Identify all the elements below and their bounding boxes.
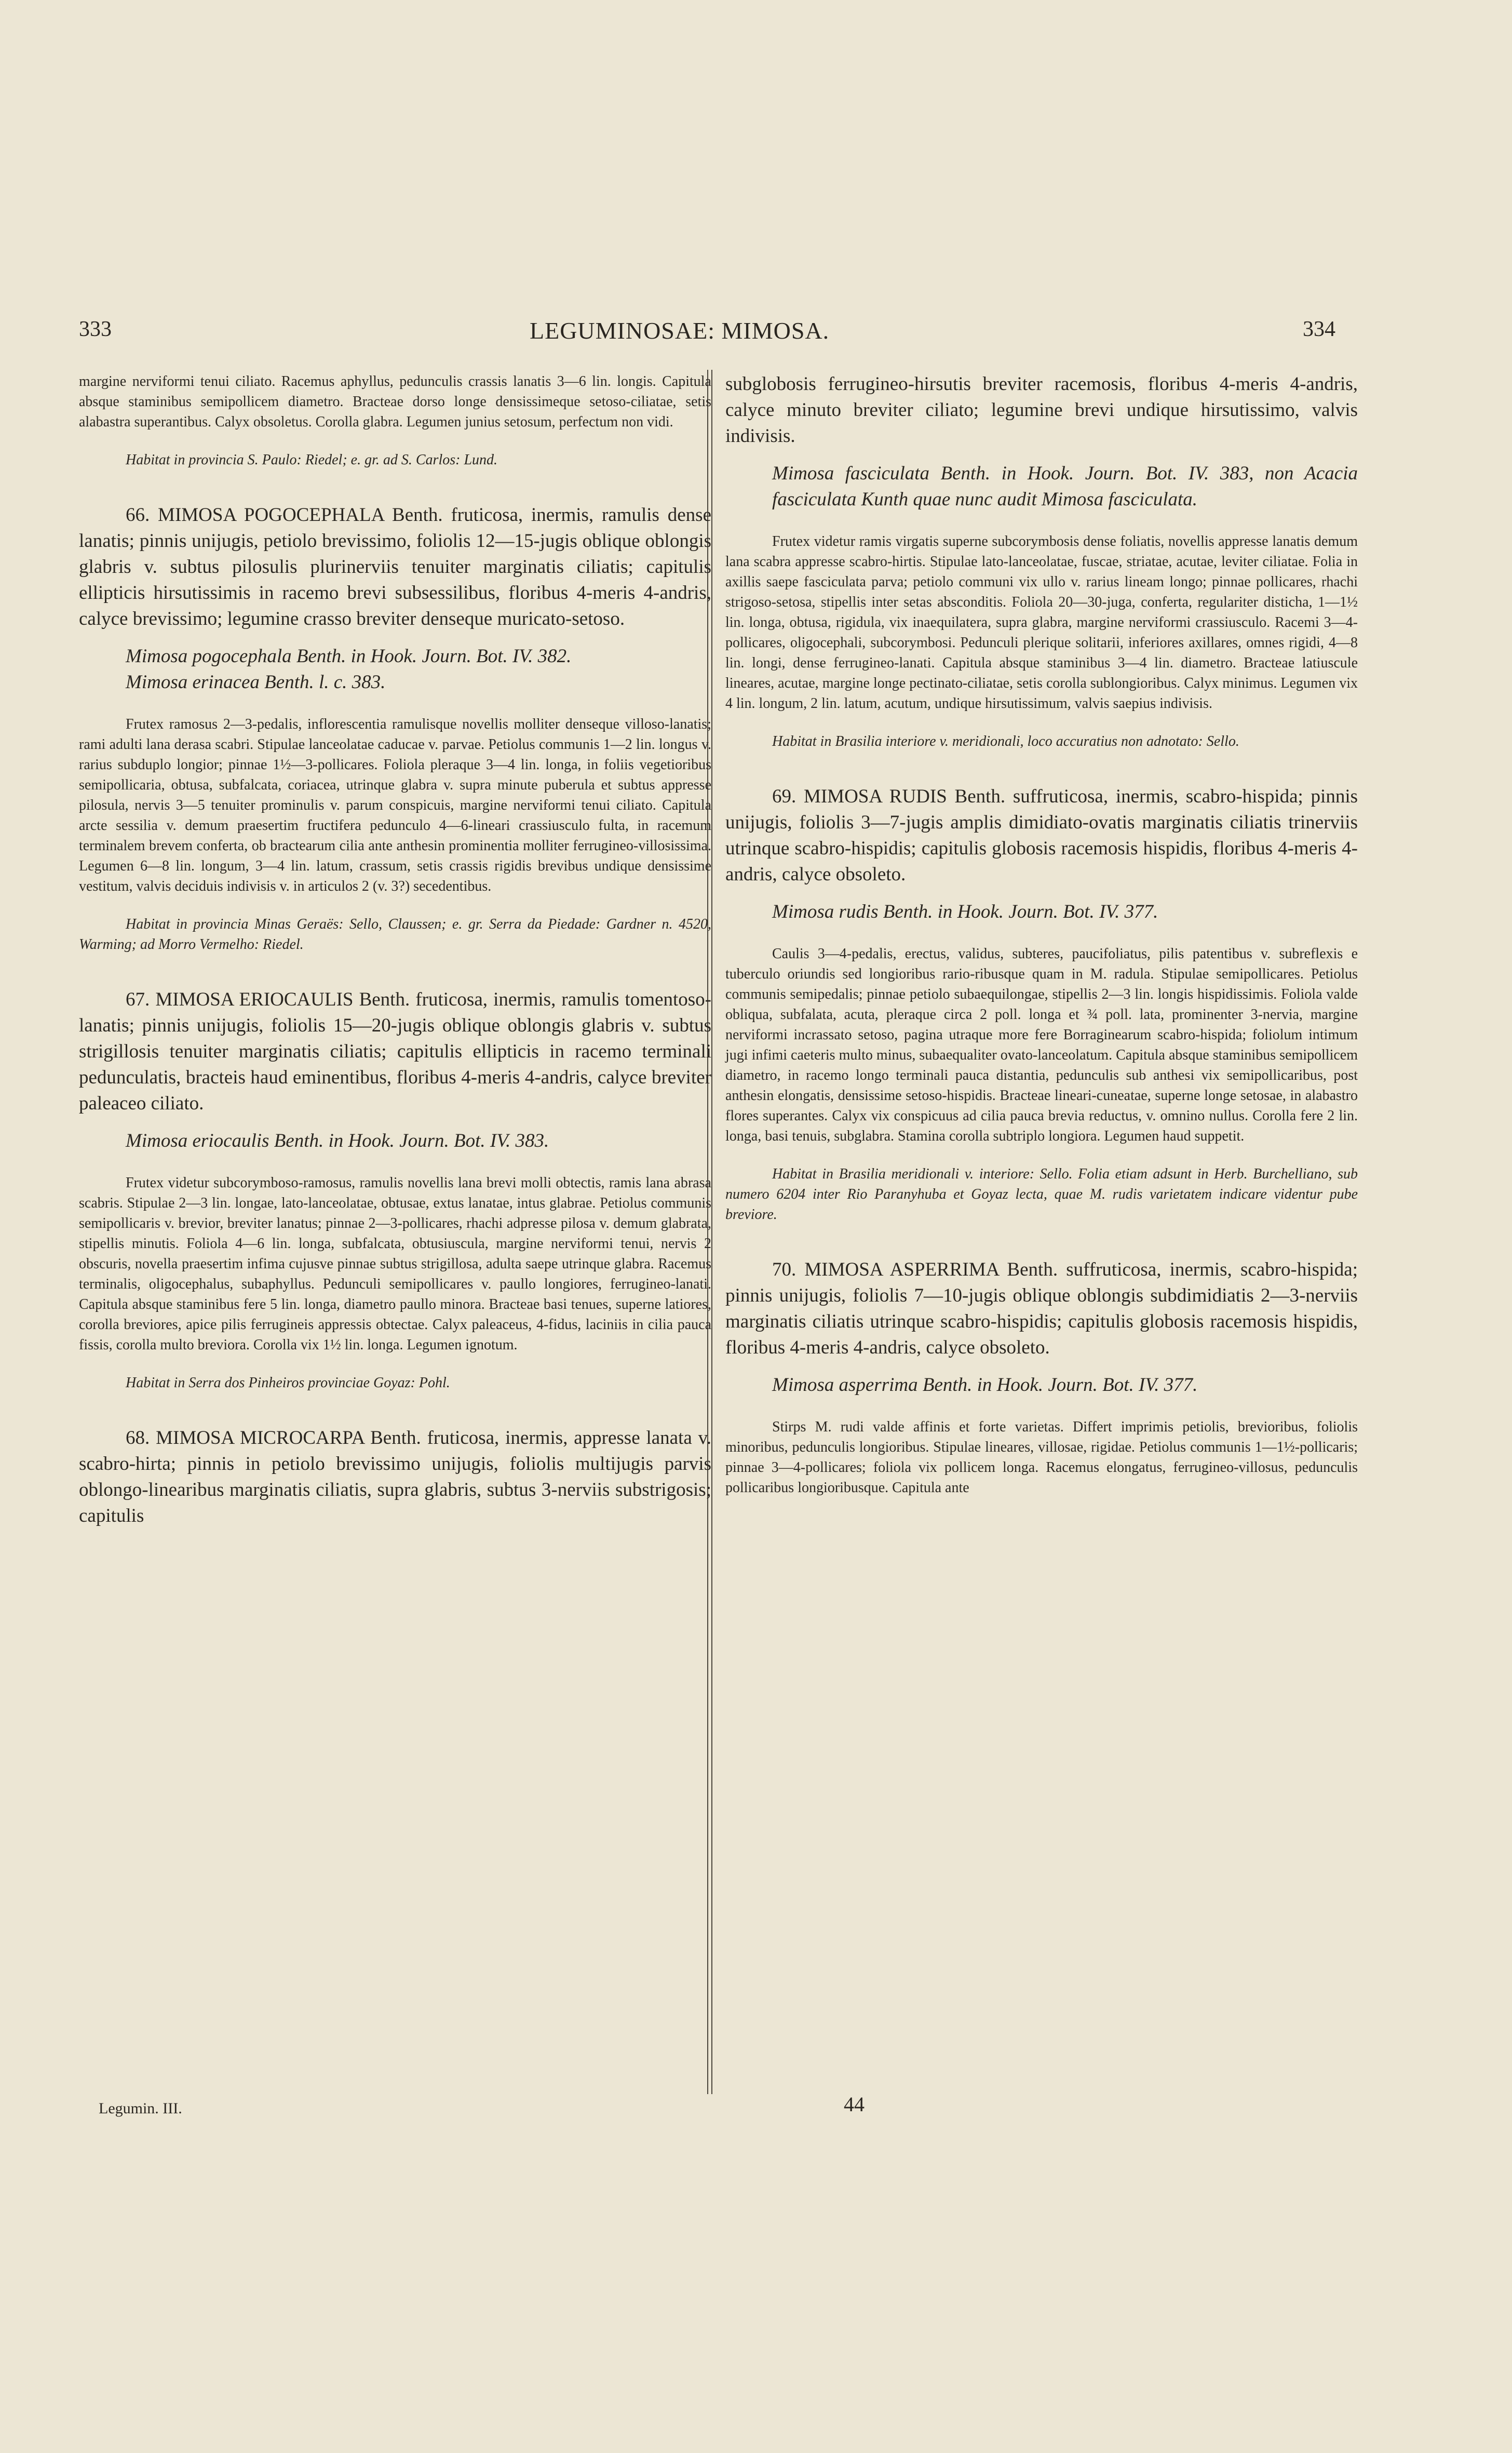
species-70-diagnosis: 70. MIMOSA ASPERRIMA Benth. suffruticosa, inermis, scabro-hispida; pinnis unijugis, foliolis 7—10-jugis oblique oblongis subdimidiatis 2—3-nerviis marginatis ciliatis utrinque scabro-hispidis; capitulis globosis racemosis hispidis, floribus 4-meris 4-andris, calyce obsoleto. — [725, 1259, 1358, 1358]
species-68-description: Frutex videtur ramis virgatis superne subcorymbosis dense foliatis, novellis appresse lanatis demum lana scabra appresse scabro-hirtis. Stipulae lato-lanceolatae, fuscae, striatae, acutae, leviter ciliatae. Folia in axillis saepe fasciculata parva; petiolo communi vix ullo v. rarius lineam longo; pinnae pollicares, rhachi strigoso-setosa, stipellis inter setas absconditis. Foliola 20—30-juga, conferta, regulariter disticha, 1—1½ lin. longa, obtusa, rigidula, vix inaequilatera, supra glabra, margine nerviformi crassiusculo. Racemi 3—4-pollicares, oligocephali, subcorymbosi. Pedunculi plerique solitarii, inferiores axillares, omnes rigidi, 4—8 lin. longi, dense ferrugineo-lanati. Capitula absque staminibus 3—4 lin. diametro. Bracteae latiuscule lineares, acutae, margine longe pectinato-ciliatae, setis corolla sublongioribus. Calyx minimus. Legumen vix 4 lin. longum, 2 lin. latum, acutum, undique hirsutissimum, valvis saepius indivisis. — [725, 533, 1358, 712]
species-68-synonym: Mimosa fasciculata Benth. in Hook. Journ. Bot. IV. 383, non Acacia fasciculata Kunth quae nunc audit Mimosa fasciculata. — [772, 463, 1358, 510]
left-page-number: 333 — [79, 317, 112, 341]
species-67-synonym: Mimosa eriocaulis Benth. in Hook. Journ. Bot. IV. 383. — [126, 1130, 549, 1151]
species-67-description: Frutex videtur subcorymboso-ramosus, ramulis novellis lana brevi molli obtectis, ramis lana abrasa scabris. Stipulae 2—3 lin. longae, lato-lanceolatae, obtusae, extus lanatae, intus glabrae. Petiolus communis semipollicaris v. brevior, breviter lanatus; pinnae 2—3-pollicares, rhachi adpresse pilosa v. demum glabrata, stipellis minutis. Foliola 4—6 lin. longa, subfalcata, obtusiuscula, margine nerviformi tenui, nervis 2 obscuris, novella praesertim infima cujusve pinnae subtus strigillosa, adulta saepe utrinque glabra. Racemus terminalis, oligocephalus, subaphyllus. Pedunculi semipollicares v. paullo longiores, ferrugineo-lanati. Capitula absque staminibus fere 5 lin. longa, diametro paullo minora. Bracteae basi tenues, superne latiores, corolla breviores, apice pilis ferrugineis appressis obtectae. Calyx paleaceus, 4-fidus, laciniis in cilia pauca fissis, corolla multo breviora. Corolla vix 1½ lin. longa. Legumen ignotum. — [79, 1175, 711, 1353]
species-66-description: Frutex ramosus 2—3-pedalis, inflorescentia ramulisque novellis molliter denseque villoso-lanatis; rami adulti lana derasa scabri. Stipulae lanceolatae caducae v. parvae. Petiolus communis 1—2 lin. longus v. rarius subduplo longior; pinnae 1½—3-pollicares. Foliola pleraque 3—4 lin. longa, in foliis vegetioribus semipollicaria, obtusa, subfalcata, coriacea, utrinque glabra v. supra minute puberula et subtus appresse pilosula, nervis 3—5 tenuiter prominulis v. parum conspicuis, margine nerviformi tenui ciliato. Capitula arcte sessilia v. demum praesertim fructifera pedunculo 4—6-lineari crassiusculo fulta, in racemum terminalem brevem conferta, ob bractearum cilia ante anthesin prominentia molliter ferrugineo-villosissima. Legumen 6—8 lin. longum, 3—4 lin. latum, crassum, setis crassis rigidis brevibus undique densissime vestitum, valvis deciduis indivisis v. in articulos 2 (v. 3?) secedentibus. — [79, 716, 711, 894]
left-column — [79, 371, 711, 1529]
species-66-synonym-2: Mimosa erinacea Benth. l. c. 383. — [126, 672, 386, 693]
species-69-synonym: Mimosa rudis Benth. in Hook. Journ. Bot. IV. 377. — [772, 901, 1158, 922]
column-divider-inner — [711, 370, 712, 2094]
right-column — [725, 371, 1358, 1498]
habitat-68: Habitat in Brasilia interiore v. meridionali, loco accuratius non adnotato: Sello. — [772, 733, 1239, 749]
species-70-synonym: Mimosa asperrima Benth. in Hook. Journ. Bot. IV. 377. — [772, 1374, 1198, 1396]
continued-description: margine nerviformi tenui ciliato. Racemus aphyllus, pedunculis crassis lanatis 3—6 lin. longis. Capitula absque staminibus semipollicem diametro. Bracteae dorso longe densissimeque setoso-ciliatae, setis alabastra superantibus. Calyx obsoletus. Corolla glabra. Legumen junius setosum, perfectum non vidi. — [79, 373, 711, 430]
footer-volume-label: Legumin. III. — [99, 2100, 182, 2117]
running-title: LEGUMINOSAE: MIMOSA. — [530, 317, 830, 344]
habitat-67: Habitat in Serra dos Pinheiros provinciae Goyaz: Pohl. — [126, 1375, 450, 1391]
habitat-66: Habitat in provincia Minas Geraës: Sello, Claussen; e. gr. Serra da Piedade: Gardner n. 4520, Warming; ad Morro Vermelho: Riedel. — [79, 916, 711, 953]
species-69-diagnosis: 69. MIMOSA RUDIS Benth. suffruticosa, inermis, scabro-hispida; pinnis unijugis, foliolis 3—7-jugis amplis dimidiato-ovatis marginatis ciliatis trinerviis utrinque scabro-hispidis; capitulis globosis racemosis hispidis, floribus 4-meris 4-andris, calyce obsoleto. — [725, 786, 1358, 885]
species-66-synonym-1: Mimosa pogocephala Benth. in Hook. Journ. Bot. IV. 382. — [126, 646, 572, 667]
right-page-number: 334 — [1303, 317, 1335, 341]
species-68-diagnosis: 68. MIMOSA MICROCARPA Benth. fruticosa, inermis, appresse lanata v. scabro-hirta; pinnis in petiolo brevissimo unijugis, foliolis multijugis parvis oblongo-linearibus marginatis ciliatis, supra glabris, subtus 3-nerviis substrigosis; capitulis — [79, 1427, 711, 1526]
habitat-69: Habitat in Brasilia meridionali v. interiore: Sello. Folia etiam adsunt in Herb. Burchelliano, sub numero 6204 inter Rio Paranyhuba et Goyaz lecta, quae M. rudis varietatem indicare videntur pube breviore. — [725, 1166, 1358, 1223]
species-68-diagnosis-continued: subglobosis ferrugineo-hirsutis breviter racemosis, floribus 4-meris 4-andris, calyce minuto breviter ciliato; legumine brevi undique hirsutissimo, valvis indivisis. — [725, 373, 1358, 447]
species-67-diagnosis: 67. MIMOSA ERIOCAULIS Benth. fruticosa, inermis, ramulis tomentoso-lanatis; pinnis unijugis, foliolis 15—20-jugis oblique oblongis glabris v. subtus strigillosis tenuiter marginatis ciliatis; capitulis ellipticis in racemo terminali pedunculatis, bracteis haud eminentibus, floribus 4-meris 4-andris, calyce breviter paleaceo ciliato. — [79, 989, 711, 1114]
running-header — [0, 317, 1512, 358]
signature-mark: 44 — [844, 2093, 865, 2116]
habitat-65: Habitat in provincia S. Paulo: Riedel; e. gr. ad S. Carlos: Lund. — [126, 452, 498, 468]
species-66-diagnosis: 66. MIMOSA POGOCEPHALA Benth. fruticosa, inermis, ramulis dense lanatis; pinnis unijugis, petiolo brevissimo, foliolis 12—15-jugis oblique oblongis glabris v. subtus pilosulis plurinerviis tenuiter marginatis ciliatis; capitulis ellipticis hirsutissimis in racemo brevi subsessilibus, floribus 4-meris 4-andris, calyce brevissimo; legumine crasso breviter denseque muricato-setoso. — [79, 504, 711, 629]
species-70-description: Stirps M. rudi valde affinis et forte varietas. Differt imprimis petiolis, brevioribus, foliolis minoribus, pedunculis longioribus. Stipulae lineares, villosae, rigidae. Petiolus communis 1—1½-pollicaris; pinnae 3—4-pollicares; foliola vix pollicem longa. Racemus elongatus, ferrugineo-villosus, pedunculis pollicaribus longioribusque. Capitula ante — [725, 1419, 1358, 1496]
species-69-description: Caulis 3—4-pedalis, erectus, validus, subteres, paucifoliatus, pilis patentibus v. subreflexis e tuberculo oriundis sed longioribus rario-ribusque quam in M. radula. Stipulae semipollicares. Petiolus communis semipedalis; pinnae petiolo subaequilongae, stipellis 2—3 lin. longis hispidissimis. Foliola valde obliqua, subfalata, acuta, pleraque circa 2 poll. longa et ¾ poll. lata, prominenter 3-nervia, margine nerviformi incrassato setoso, pagina utraque more fere Borraginearum scabro-hispida; foliolum intimum jugi infimi caeteris multo minus, subaequaliter ovato-lanceolatum. Capitula absque staminibus semipollicem diametro, in racemo longo terminali pauca distantia, pedunculis sub anthesi vix semipollicaribus, post anthesin elongatis, densissime setoso-hispidis. Bracteae lineari-cuneatae, superne longe setosae, in alabastro flores superantes. Calyx vix conspicuus ad cilia pauca brevia reductus, v. omnino nullus. Corolla fere 2 lin. longa, basi tenuis, subglabra. Stamina corolla subtriplo longiora. Legumen haud suppetit. — [725, 946, 1358, 1144]
